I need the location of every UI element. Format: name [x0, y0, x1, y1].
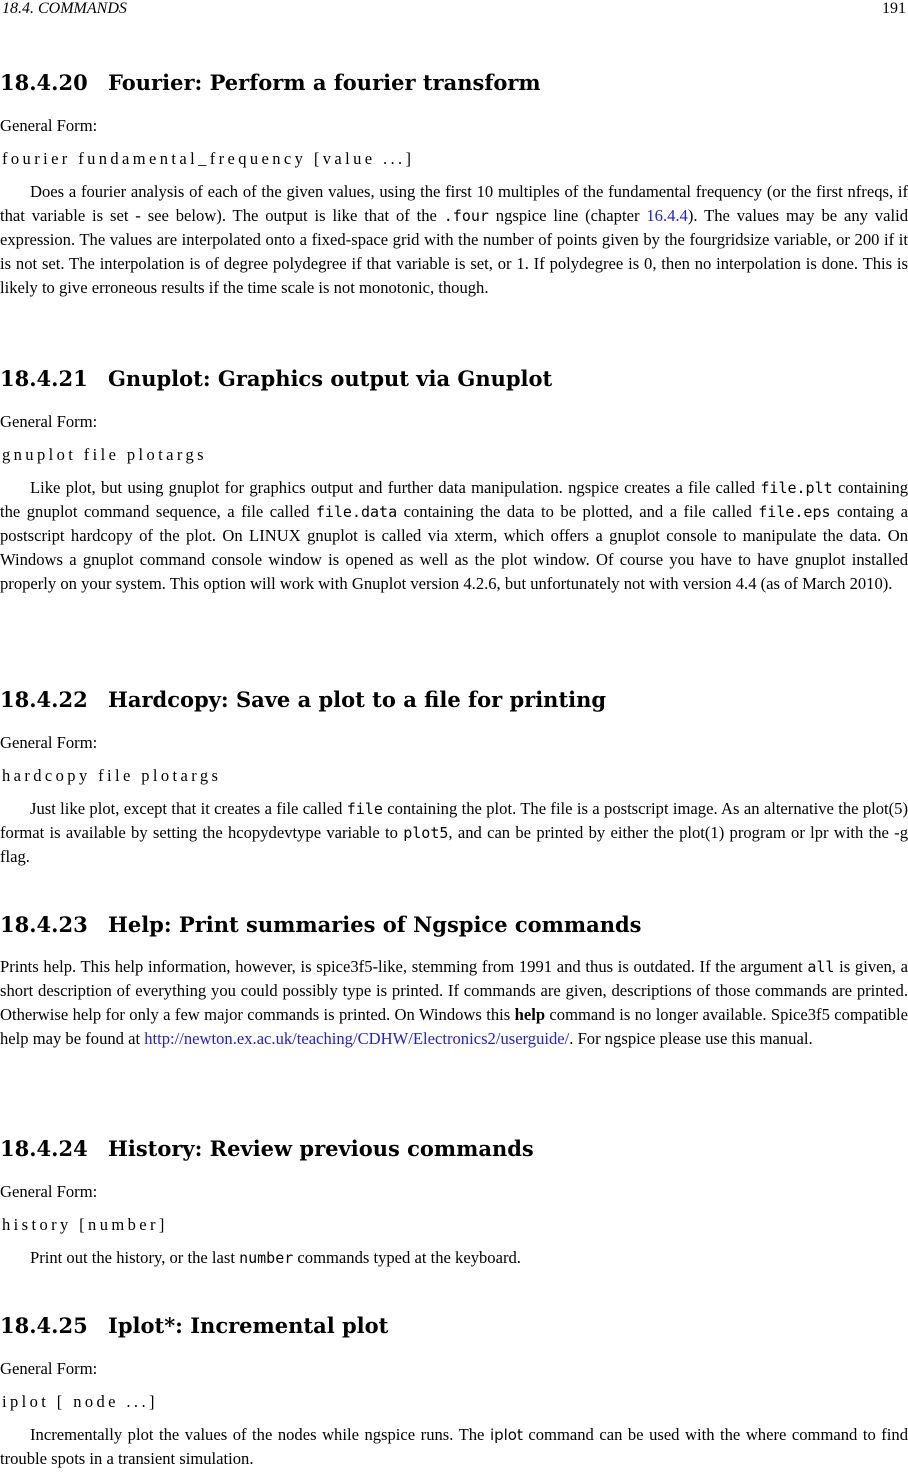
general-form-label: General Form:: [0, 116, 98, 135]
section-number: 18.4.23: [0, 912, 88, 937]
section-iplot: [0, 1312, 908, 1471]
section-history: [0, 1135, 908, 1270]
section-title: History: Review previous commands: [108, 1136, 534, 1161]
userguide-link[interactable]: http://newton.ex.ac.uk/teaching/CDHW/Electronics2/userguide/: [144, 1029, 570, 1048]
section-heading: [0, 1135, 908, 1163]
general-form-label: General Form:: [0, 733, 98, 752]
code-text: file.data: [315, 503, 398, 521]
section-title: Gnuplot: Graphics output via Gnuplot: [108, 366, 553, 391]
code-text: .four: [443, 207, 489, 225]
section-hardcopy: [0, 686, 908, 869]
section-body: Incrementally plot the values of the nodes while ngspice runs. The iplot command can be used with the where command to find trouble spots in a transient simulation.: [0, 1425, 908, 1468]
section-heading: [0, 365, 908, 393]
running-header: [0, 0, 908, 20]
code-text: file.plt: [760, 479, 833, 497]
section-body: Like plot, but using gnuplot for graphics output and further data manipulation. ngspice creates a file called file.plt containing the gnuplot command sequence, a file called file.data containing the data to be plotted, and a file called file.eps containg a postscript hardcopy of the plot. On LINUX gnuplot is called via xterm, which offers a gnuplot console to manipulate the data. On Windows a gnuplot command console window is opened as well as the plot window. Of course you have to have gnuplot installed properly on your system. This option will work with Gnuplot version 4.2.6, but unfortunately not with version 4.4 (as of March 2010).: [0, 478, 908, 593]
section-number: 18.4.21: [0, 366, 88, 391]
section-body: Just like plot, except that it creates a file called file containing the plot. The file is a postscript image. As an alternative the plot(5) format is available by setting the hcopydevtype variable to plot5, and can be printed by either the plot(1) program or lpr with the -g flag.: [0, 799, 908, 866]
code-text: file: [346, 800, 383, 818]
general-form-label: General Form:: [0, 412, 98, 431]
section-heading: [0, 69, 908, 97]
code-text: iplot: [489, 1426, 523, 1444]
general-form-label: General Form:: [0, 1182, 98, 1201]
section-title: Fourier: Perform a fourier transform: [108, 70, 541, 95]
section-title: Help: Print summaries of Ngspice commands: [108, 912, 642, 937]
section-number: 18.4.24: [0, 1136, 88, 1161]
general-form-label: General Form:: [0, 1359, 98, 1378]
command-syntax: fourier fundamental_frequency [value ...]: [2, 149, 415, 168]
section-body: Does a fourier analysis of each of the given values, using the first 10 multiples of the fundamental frequency (or the first nfreqs, if that variable is set - see below). The output is like that of the .four ngspice line (chapter 16.4.4). The values may be any valid expression. The values are interpolated onto a fixed-space grid with the number of points given by the fourgridsize variable, or 200 if it is not set. The interpolation is of degree polydegree if that variable is set, or 1. If polydegree is 0, then no interpolation is done. This is likely to give erroneous results if the time scale is not monotonic, though.: [0, 182, 908, 297]
section-fourier: [0, 69, 908, 300]
section-heading: [0, 686, 908, 714]
code-text: file.eps: [758, 503, 831, 521]
chapter-heading: 18.4. COMMANDS: [2, 0, 127, 17]
section-number: 18.4.20: [0, 70, 88, 95]
section-number: 18.4.22: [0, 687, 88, 712]
section-body: Prints help. This help information, however, is spice3f5-like, stemming from 1991 and thus is outdated. If the argument all is given, a short description of everything you could possibly type is printed. If commands are given, descriptions of those commands are printed. Otherwise help for only a few major commands is printed. On Windows this help command is no longer available. Spice3f5 compatible help may be found at http://newton.ex.ac.uk/teaching/CDHW/Electronics2/userguide/. For ngspice please use this manual.: [0, 957, 908, 1048]
section-help: [0, 911, 908, 1051]
command-syntax: gnuplot file plotargs: [2, 445, 207, 464]
section-heading: [0, 911, 908, 939]
section-number: 18.4.25: [0, 1313, 88, 1338]
section-title: Hardcopy: Save a plot to a file for printing: [108, 687, 607, 712]
command-syntax: hardcopy file plotargs: [2, 766, 222, 785]
code-text: plot5: [403, 824, 449, 842]
section-body: Print out the history, or the last number commands typed at the keyboard.: [30, 1248, 521, 1267]
section-title: Iplot*: Incremental plot: [108, 1313, 389, 1338]
chapter-reference-link[interactable]: 16.4.4: [646, 206, 688, 225]
page-number: 191: [882, 0, 906, 17]
code-text: number: [239, 1249, 294, 1267]
command-syntax: history [number]: [2, 1215, 168, 1234]
section-gnuplot: [0, 365, 908, 596]
code-text: all: [807, 958, 835, 976]
section-heading: [0, 1312, 908, 1340]
bold-text: help: [514, 1005, 546, 1024]
command-syntax: iplot [ node ...]: [2, 1392, 158, 1411]
